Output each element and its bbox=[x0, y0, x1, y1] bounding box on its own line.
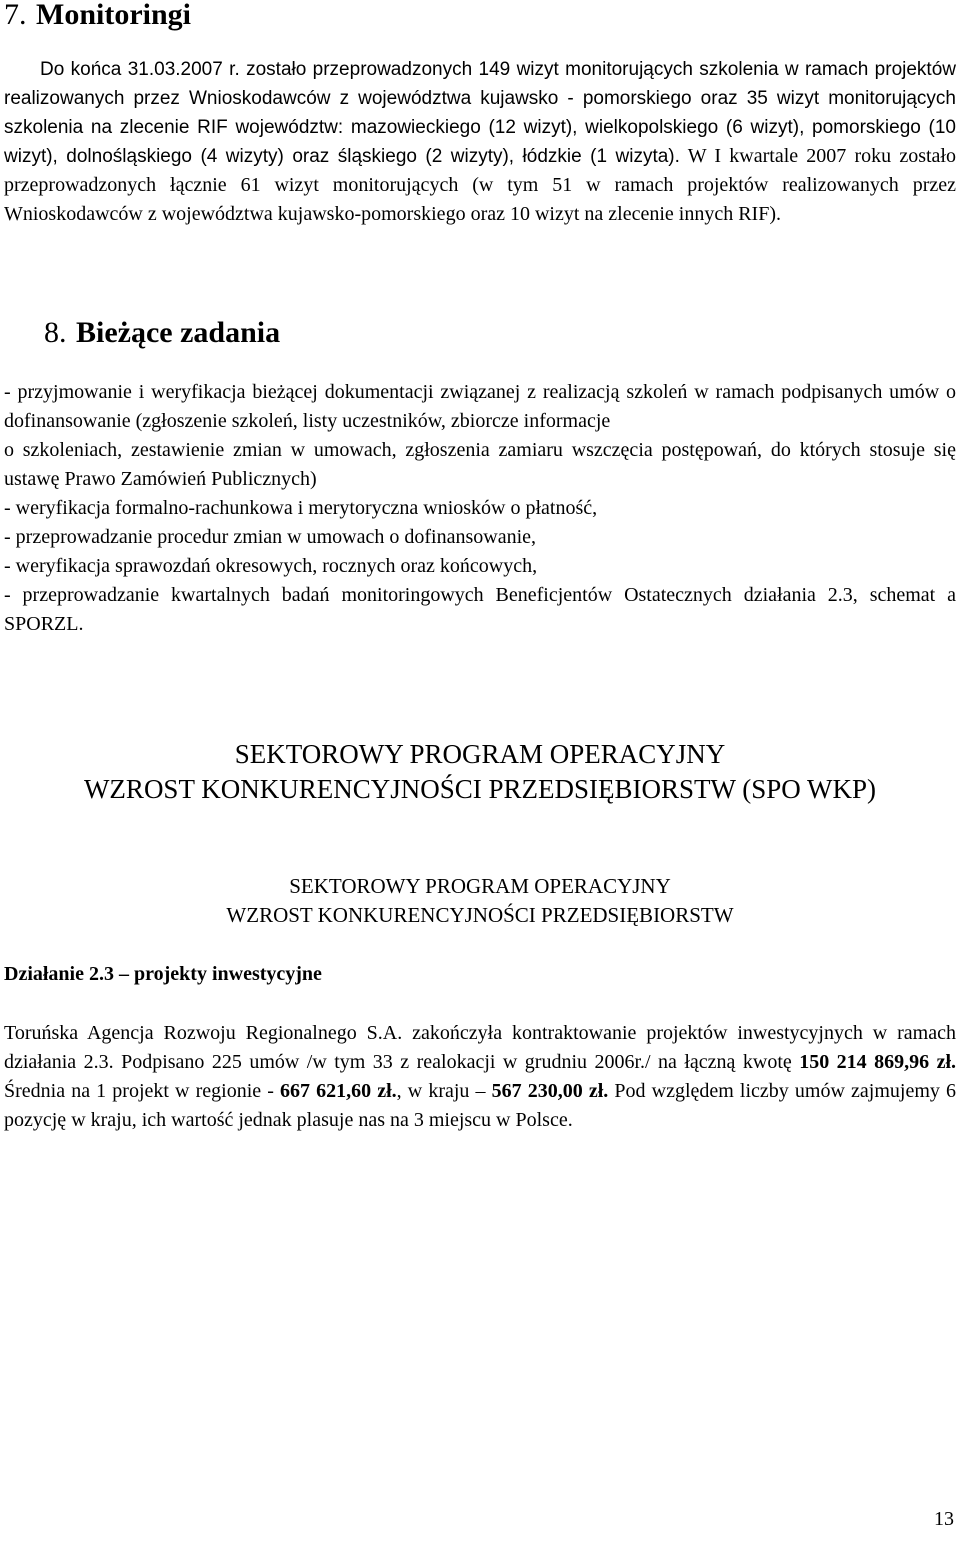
list-item: - przyjmowanie i weryfikacja bieżącej dokumentacji związanej z realizacją szkoleń w ramach podpisanych umów o dofinansowanie (zgłoszenie szkoleń, listy uczestników, zbiorcze informacje bbox=[4, 381, 956, 432]
section-8-heading bbox=[44, 318, 280, 347]
action-text-1: Toruńska Agencja Rozwoju Regionalnego S.A. zakończyła kontraktowanie projektów inwestycyjnych w ramach działania 2.3. Podpisano 225 umów /w tym 33 z realokacji w grudniu 2006r./ na łączną kwotę bbox=[4, 1022, 956, 1073]
program-subheading-line-1: SEKTOROWY PROGRAM OPERACYJNY bbox=[289, 874, 671, 898]
list-item: - weryfikacja formalno-rachunkowa i merytoryczna wniosków o płatność, bbox=[4, 497, 598, 519]
action-body bbox=[4, 1019, 956, 1135]
program-heading-line-1: SEKTOROWY PROGRAM OPERACYJNY bbox=[234, 739, 726, 769]
section-7-number: 7. bbox=[4, 0, 27, 31]
section-8-title: Bieżące zadania bbox=[76, 316, 281, 349]
amount-country: 567 230,00 zł. bbox=[491, 1080, 609, 1102]
section-8-list bbox=[4, 378, 956, 639]
section-7-heading bbox=[4, 0, 191, 29]
action-title: Działanie 2.3 – projekty inwestycyjne bbox=[4, 963, 322, 985]
program-subheading-line-2: WZROST KONKURENCYJNOŚCI PRZEDSIĘBIORSTW bbox=[226, 903, 734, 927]
list-item: o szkoleniach, zestawienie zmian w umowach, zgłoszenia zamiaru wszczęcia postępowań, do których stosuje się ustawę Prawo Zamówień Publicznych) bbox=[4, 439, 956, 490]
section-8-number: 8. bbox=[44, 316, 67, 349]
program-heading bbox=[4, 737, 956, 807]
action-text-4: Pod względem liczby umów zajmujemy 6 pozycję w kraju, ich wartość jednak plasuje nas na 3 miejscu w Polsce. bbox=[4, 1080, 956, 1131]
list-item: - weryfikacja sprawozdań okresowych, rocznych oraz końcowych, bbox=[4, 555, 538, 577]
amount-region: 667 621,60 zł. bbox=[280, 1080, 397, 1102]
action-text-2: Średnia na 1 projekt w regionie - bbox=[4, 1080, 281, 1102]
action-text-3: , w kraju – bbox=[396, 1080, 492, 1102]
program-heading-line-2: WZROST KONKURENCYJNOŚCI PRZEDSIĘBIORSTW (SPO WKP) bbox=[83, 774, 877, 804]
section-7-body bbox=[4, 55, 956, 229]
section-7-title: Monitoringi bbox=[36, 0, 191, 31]
page-number: 13 bbox=[934, 1508, 954, 1530]
section-7-body-sans: Do końca 31.03.2007 r. zostało przeprowadzonych 149 wizyt monitorujących szkolenia w ramach projektów realizowanych przez Wnioskodawców z województwa kujawsko - pomorskiego oraz 35 wizyt monitorujących szkolenia na zlecenie RIF województw: mazowieckiego (12 wizyt), wielkopolskiego (6 wizyt), pomorskiego (10 wizyt), dolnośląskiego (4 wizyty) oraz śląskiego (2 wizyty), łódzkie (1 wizyta). bbox=[4, 59, 956, 167]
list-item: - przeprowadzanie procedur zmian w umowach o dofinansowanie, bbox=[4, 526, 537, 548]
program-subheading bbox=[4, 872, 956, 930]
amount-total: 150 214 869,96 zł. bbox=[799, 1051, 956, 1073]
list-item: - przeprowadzanie kwartalnych badań monitoringowych Beneficjentów Ostatecznych działania 2.3, schemat a SPORZL. bbox=[4, 584, 956, 635]
section-7-body-serif: W I kwartale 2007 roku zostało przeprowadzonych łącznie 61 wizyt monitorujących (w tym 51 w ramach projektów realizowanych przez Wnioskodawców z województwa kujawsko-pomorskiego oraz 10 wizyt na zlecenie innych RIF). bbox=[4, 145, 956, 225]
